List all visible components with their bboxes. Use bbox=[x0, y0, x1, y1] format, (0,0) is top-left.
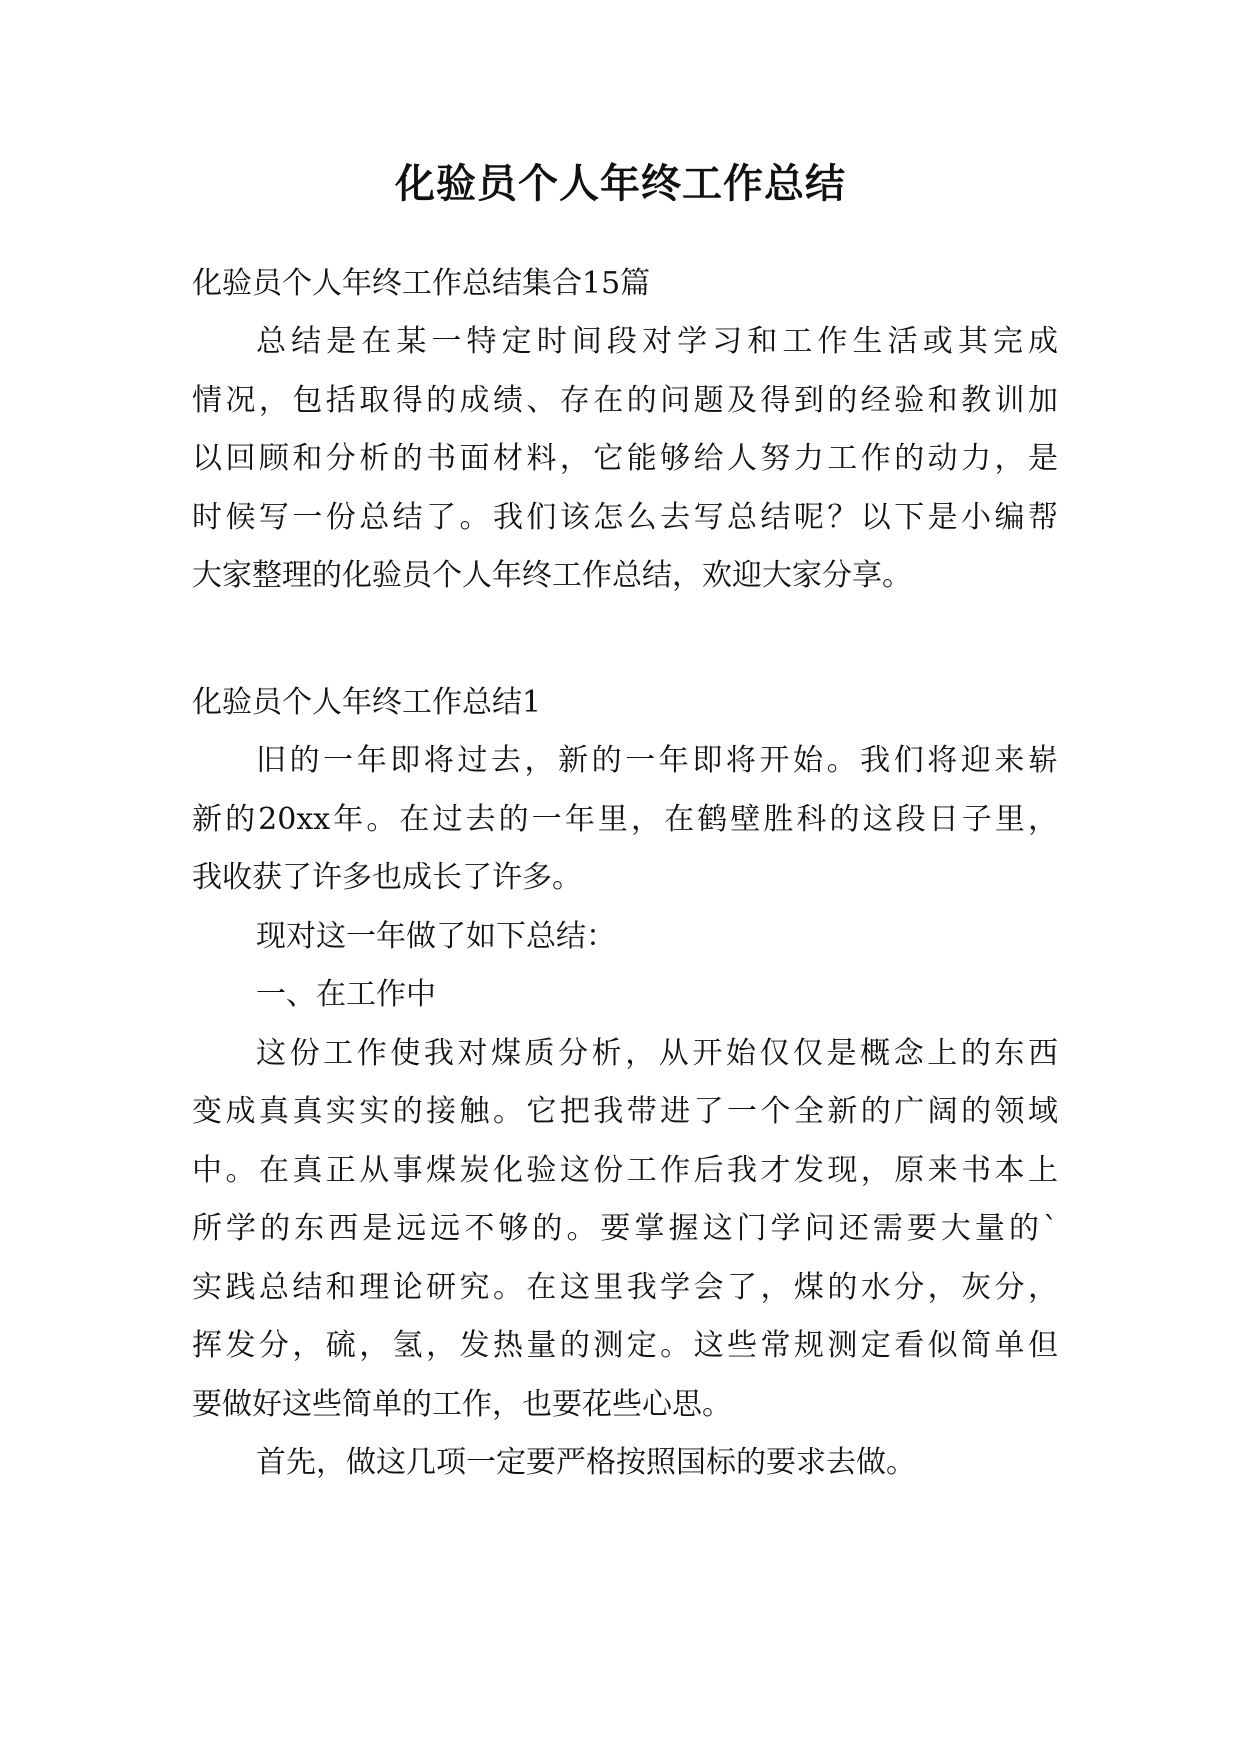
paragraph-line: 变成真真实实的接触。它把我带进了一个全新的广阔的领域 bbox=[192, 1094, 1058, 1129]
paragraph-line: 一、在工作中 bbox=[256, 977, 436, 1012]
paragraph-line: 这份工作使我对煤质分析，从开始仅仅是概念上的东西 bbox=[256, 1035, 1058, 1071]
paragraph-line: 总结是在某一特定时间段对学习和工作生活或其完成 bbox=[256, 324, 1058, 359]
paragraph-line: 情况，包括取得的成绩、存在的问题及得到的经验和教训加 bbox=[192, 382, 1058, 418]
paragraph-line: 要做好这些简单的工作，也要花些心思。 bbox=[192, 1386, 732, 1422]
paragraph-line: 新的20xx年。在过去的一年里，在鹤壁胜科的这段日子里， bbox=[192, 801, 1058, 837]
paragraph-line: 大家整理的化验员个人年终工作总结，欢迎大家分享。 bbox=[192, 558, 912, 593]
paragraph-line: 以回顾和分析的书面材料，它能够给人努力工作的动力，是 bbox=[192, 441, 1058, 476]
intro-paragraph bbox=[192, 313, 1058, 606]
paragraph-line: 现对这一年做了如下总结： bbox=[256, 918, 616, 954]
section-body bbox=[192, 732, 1058, 1493]
section-heading: 化验员个人年终工作总结1 bbox=[192, 685, 542, 720]
document-title: 化验员个人年终工作总结 bbox=[395, 161, 846, 207]
paragraph-line: 挥发分，硫，氢，发热量的测定。这些常规测定看似简单但 bbox=[192, 1328, 1058, 1363]
paragraph-line: 所学的东西是远远不够的。要掌握这门学问还需要大量的` bbox=[192, 1211, 1058, 1246]
paragraph-line: 中。在真正从事煤炭化验这份工作后我才发现，原来书本上 bbox=[192, 1152, 1058, 1188]
paragraph-line: 我收获了许多也成长了许多。 bbox=[192, 860, 582, 895]
subtitle-block bbox=[192, 255, 1058, 314]
document-subtitle: 化验员个人年终工作总结集合15篇 bbox=[192, 266, 651, 301]
paragraph-line: 时候写一份总结了。我们该怎么去写总结呢？以下是小编帮 bbox=[192, 499, 1058, 535]
paragraph-line: 旧的一年即将过去，新的一年即将开始。我们将迎来崭 bbox=[256, 743, 1058, 778]
section-heading-block bbox=[192, 674, 1058, 733]
paragraph-line: 首先，做这几项一定要严格按照国标的要求去做。 bbox=[256, 1445, 916, 1480]
paragraph-line: 实践总结和理论研究。在这里我学会了，煤的水分，灰分， bbox=[192, 1269, 1058, 1305]
